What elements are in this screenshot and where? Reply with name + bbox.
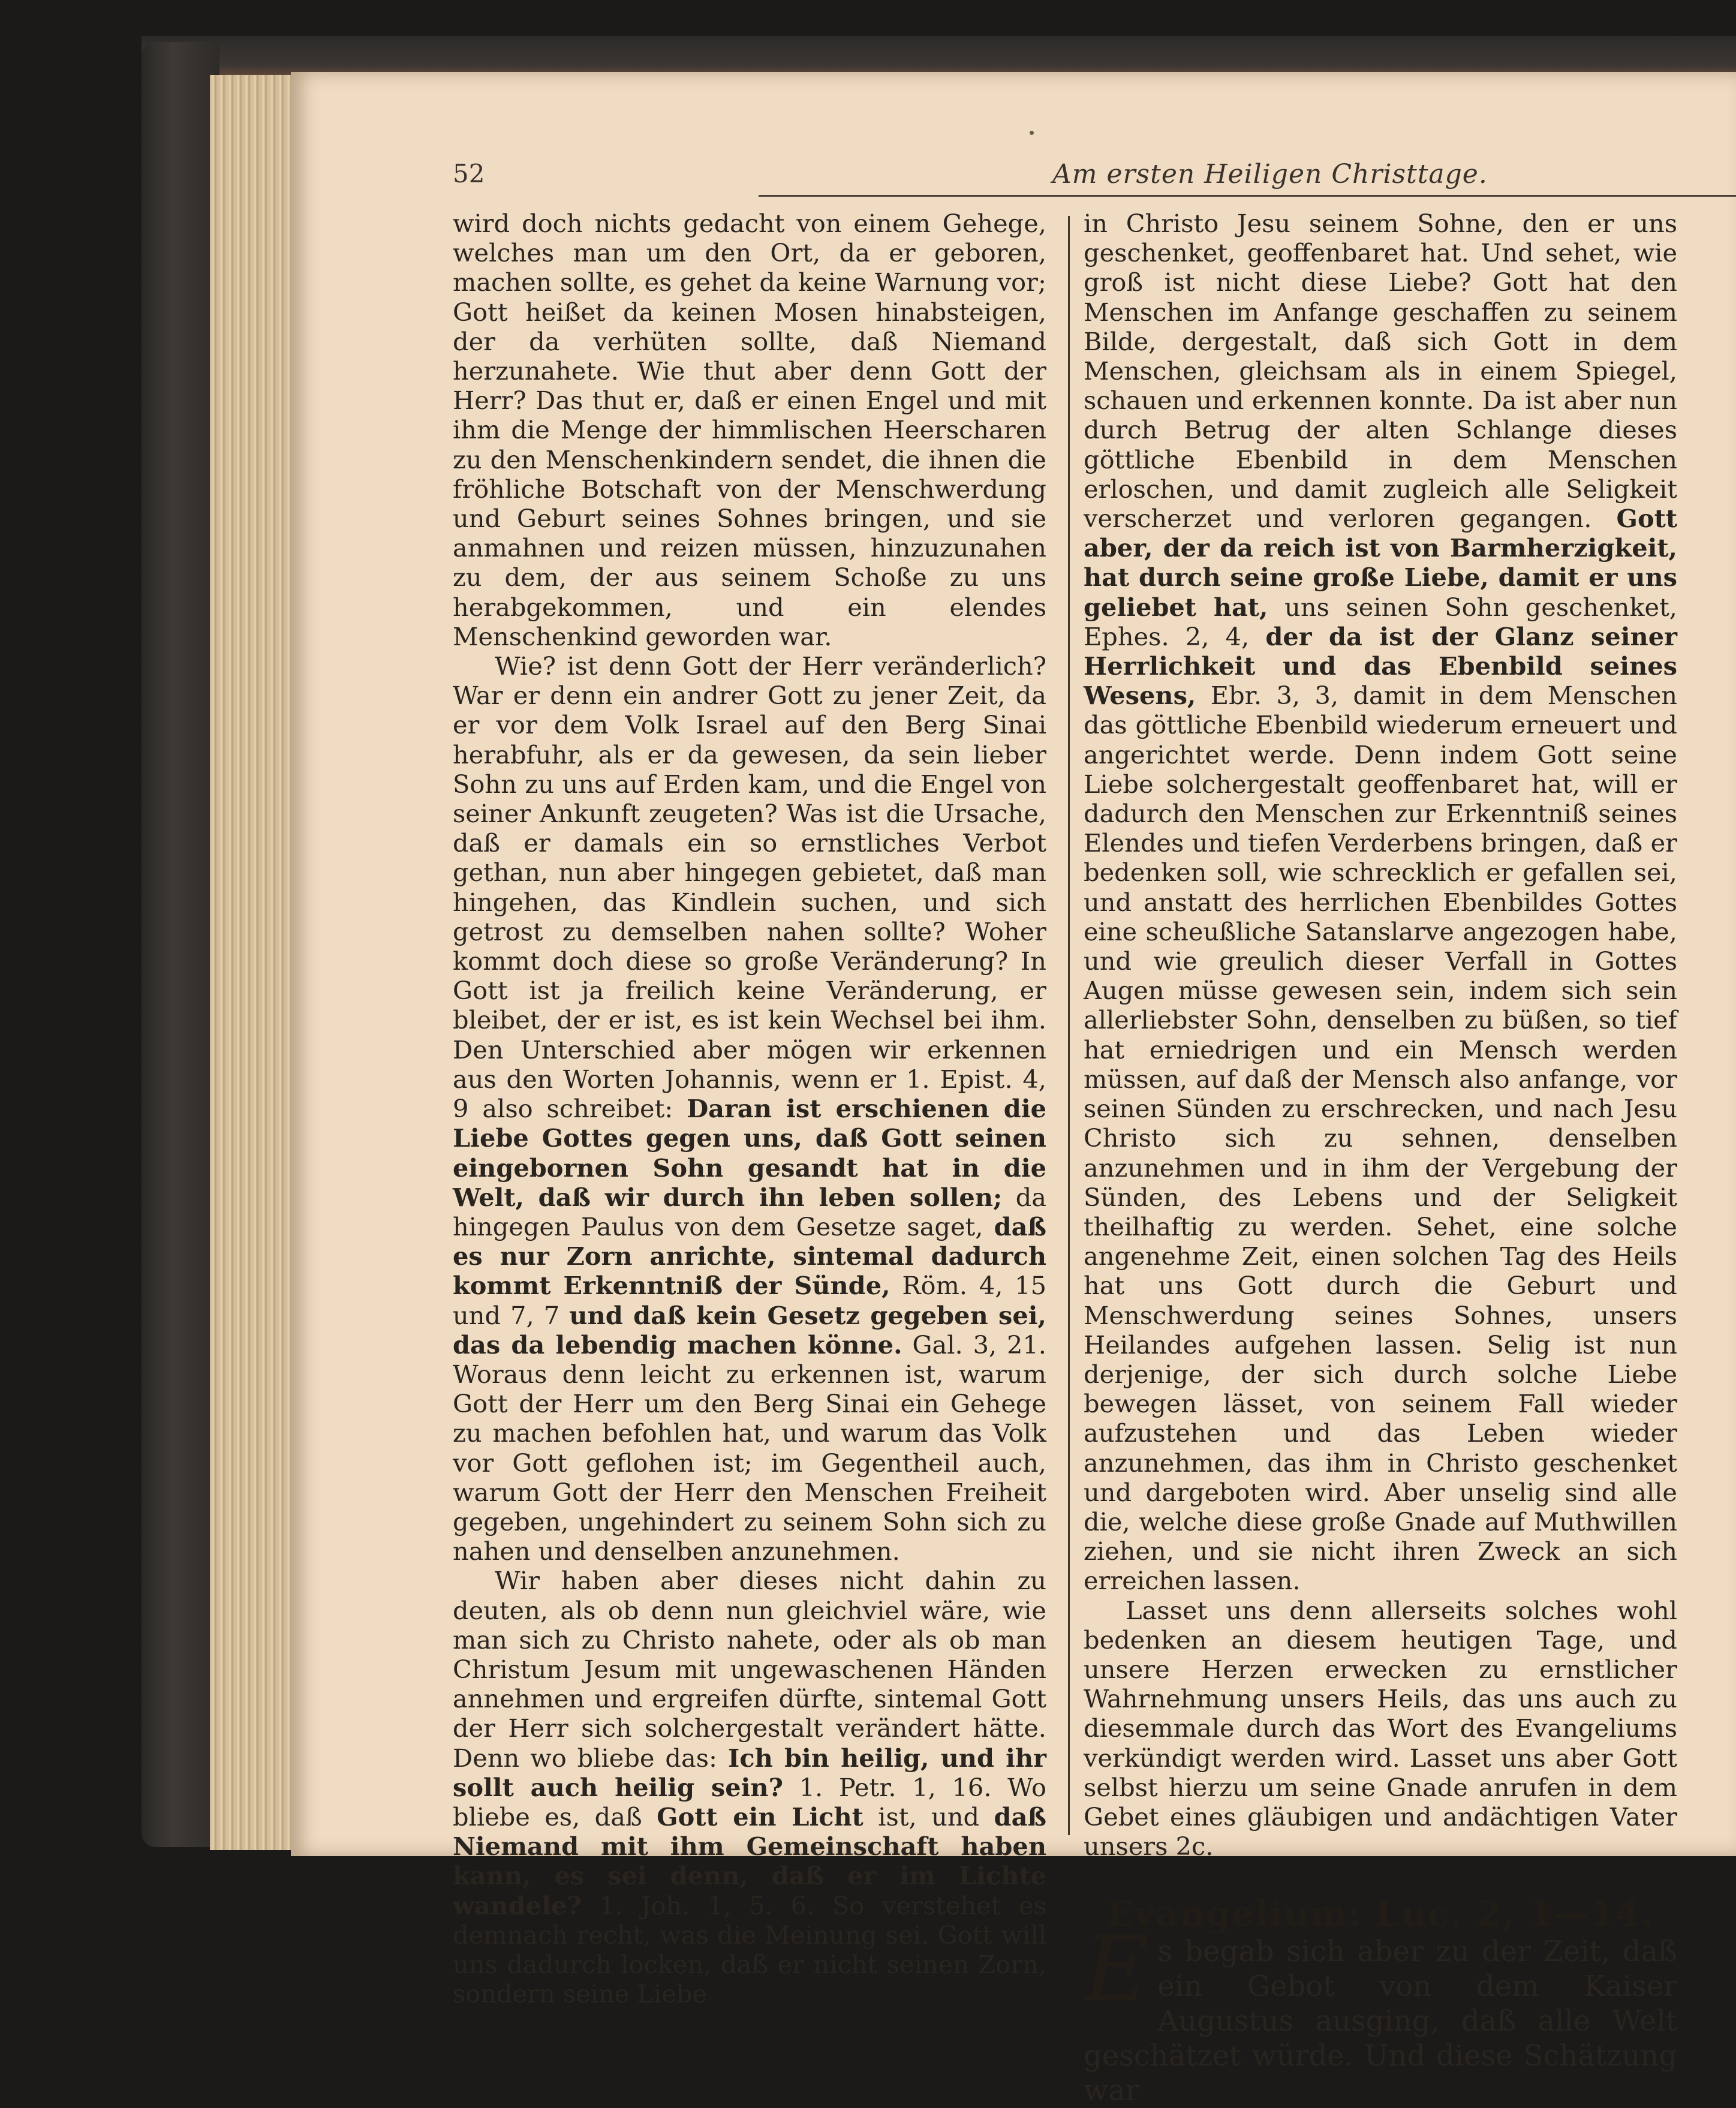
gospel-text-block	[1084, 1917, 1677, 2108]
bold-quote: der da ist der Glanz seiner Herrlichkeit und das Ebenbild seines Wesens,	[1084, 621, 1677, 711]
column-divider	[1068, 216, 1070, 1835]
text-run: da hingegen Paulus von dem Gesetze saget,	[453, 1182, 1046, 1241]
bold-quote: und daß kein Gesetz gegeben sei, das da lebendig machen könne.	[453, 1300, 1047, 1360]
text-run: 1. Petr. 1, 16. Wo bliebe es, daß	[453, 1772, 1046, 1832]
bold-quote: daß Niemand mit ihm Gemeinschaft haben kann, es sei denn, daß er im Lichte wandele?	[453, 1802, 1046, 1920]
bold-quote: Gott ein Licht	[657, 1802, 864, 1832]
bold-quote: daß es nur Zorn anrichte, sintemal dadurch kommt Erkenntniß der Sünde,	[453, 1211, 1047, 1301]
text-run: 1. Joh. 1, 5. 6. So verstehet es demnach recht, was die Meinung sei. Gott will uns dadurch locken, daß er nicht seinen Zorn, sondern seine Liebe	[453, 1890, 1046, 2009]
text-run: Gal. 3, 21. Woraus denn leicht zu erkennen ist, warum Gott der Herr um den Berg Sinai ein Gehege zu machen befohlen hat, und warum das Volk vor Gott geflohen ist; im Gegentheil auch, warum Gott der Herr den Menschen Freiheit gegeben, ungehindert zu seinem Sohn sich zu nahen und denselben anzunehmen.	[453, 1330, 1047, 1566]
header-rule	[759, 195, 1736, 197]
page-number: 52	[453, 159, 485, 188]
bold-quote: Daran ist erschienen die Liebe Gottes gegen uns, daß Gott seinen eingebornen Sohn gesandt hat in die Welt, daß wir durch ihn leben sollen;	[453, 1094, 1046, 1212]
gospel-text: s begab sich aber zu der Zeit, daß ein Gebot von dem Kaiser Augustus ausging, daß alle Welt geschätzet würde. Und diese Schätzung war	[1084, 1934, 1677, 2107]
bold-quote: Ich bin heilig, und ihr sollt auch heilig sein?	[453, 1743, 1046, 1802]
book-page	[291, 72, 1736, 2107]
paragraph: wird doch nichts gedacht von einem Gehege, welches man um den Ort, da er geboren, machen sollte, es gehet da keine Warnung vor; Gott heißet da keinen Mosen hinabsteigen, der da verhüten sollte, daß Niemand herzunahete. Wie thut aber denn Gott der Herr? Das thut er, daß er einen Engel und mit ihm die Menge der himmlischen Heerscharen zu den Menschenkindern sendet, die ihnen die fröhliche Botschaft von der Menschwerdung und Geburt seines Sohnes bringen, und sie anmahnen und reizen müssen, hinzuzunahen zu dem, der aus seinem Schoße zu uns herabgekommen, und ein elendes Menschenkind geworden war.	[453, 209, 1046, 651]
bold-quote: Gott aber, der da reich ist von Barmherzigkeit, hat durch seine große Liebe, damit er uns geliebet hat,	[1084, 504, 1677, 622]
right-column	[1084, 209, 1677, 2108]
book-spine	[142, 42, 219, 1847]
drop-cap: E	[1084, 1917, 1150, 2022]
gospel-heading: Evangelium: Luc. 2, 1—14.	[1106, 1893, 1654, 1935]
page-edges	[210, 75, 294, 1850]
text-run: Wie? ist denn Gott der Herr veränderlich? War er denn ein andrer Gott zu jener Zeit, da er vor dem Volk Israel auf den Berg Sinai herabfuhr, als er da gewesen, da sein lieber Sohn zu uns auf Erden kam, und die Engel von seiner Ankunft zeugeten? Was ist die Ursache, daß er damals ein so ernstliches Verbot gethan, nun aber hingegen gebietet, daß man hingehen, das Kindlein suchen, und sich getrost zu demselben nahen sollte? Woher kommt doch diese so große Veränderung? In Gott ist ja freilich keine Veränderung, er bleibet, der er ist, es ist kein Wechsel bei ihm. Den Unterschied aber mögen wir erkennen aus den Worten Johannis, wenn er 1. Epist. 4, 9 also schreibet:	[453, 651, 1046, 1124]
text-run: Ebr. 3, 3, damit in dem Menschen das göttliche Ebenbild wiederum erneuert und angerichtet werde. Denn indem Gott seine Liebe solchergestalt geoffenbaret hat, will er dadurch den Menschen zur Erkenntniß seines Elendes und tiefen Verderbens bringen, daß er bedenken soll, wie schrecklich er gefallen sei, und anstatt des herrlichen Ebenbildes Gottes eine scheußliche Satanslarve angezogen habe, und wie greulich dieser Verfall in Gottes Augen müsse gewesen sein, indem sich sein allerliebster Sohn, denselben zu büßen, so tief hat erniedrigen und ein Mensch werden müssen, auf daß der Mensch also anfange, vor seinen Sünden zu erschrecken, und nach Jesu Christo sich zu sehnen, denselben anzunehmen und in ihm der Vergebung der Sünden, des Lebens und der Seligkeit theilhaftig zu werden. Sehet, eine solche angenehme Zeit, einen solchen Tag des Heils hat uns Gott durch die Geburt und Menschwerdung seines Sohnes, unsers Heilandes aufgehen lassen. Selig ist nun derjenige, der sich durch solche Liebe bewegen lässet, von seinem Fall wieder aufzustehen und das Leben wieder anzunehmen, das ihm in Christo geschenket und dargeboten wird. Aber unselig sind alle die, welche diese große Gnade auf Muthwillen ziehen, und sie nicht ihren Zweck an sich erreichen lassen.	[1084, 681, 1677, 1596]
left-column	[453, 209, 1046, 2008]
text-run: in Christo Jesu seinem Sohne, den er uns geschenket, geoffenbaret hat. Und sehet, wie groß ist nicht diese Liebe? Gott hat den Menschen im Anfange geschaffen zu seinem Bilde, dergestalt, daß sich Gott in dem Menschen, gleichsam als in einem Spiegel, schauen und erkennen konnte. Da ist aber nun durch Betrug der alten Schlange dieses göttliche Ebenbild in dem Menschen erloschen, und damit zugleich alle Seligkeit verscherzet und verloren gegangen.	[1084, 209, 1677, 534]
ink-speck	[1030, 131, 1034, 135]
text-run: ist, und	[878, 1802, 980, 1832]
text-run: uns seinen Sohn geschenket, Ephes. 2, 4,	[1084, 592, 1677, 651]
page-header	[453, 159, 1550, 195]
text-run: Wir haben aber dieses nicht dahin zu deuten, als ob denn nun gleichviel wäre, wie man sich zu Christo nahete, oder als ob man Christum Jesum mit ungewaschenen Händen annehmen und ergreifen dürfte, sintemal Gott der Herr sich solchergestalt verändert hätte. Denn wo bliebe das:	[453, 1566, 1046, 1773]
paragraph	[453, 1566, 1046, 2008]
text-run: Röm. 4, 15 und 7, 7	[453, 1271, 1046, 1330]
paragraph	[453, 651, 1046, 1566]
paragraph	[1084, 209, 1677, 1596]
running-title: Am ersten Heiligen Christtage.	[1052, 159, 1488, 190]
paragraph: Lasset uns denn allerseits solches wohl bedenken an diesem heutigen Tage, und unsere Herzen erwecken zu ernstlicher Wahrnehmung unsers Heils, das uns auch zu diesemmale durch das Wort des Evangeliums verkündigt werden wird. Lasset uns aber Gott selbst hierzu um seine Gnade anrufen in dem Gebet eines gläubigen und andächtigen Vater unsers 2c.	[1084, 1595, 1677, 1862]
